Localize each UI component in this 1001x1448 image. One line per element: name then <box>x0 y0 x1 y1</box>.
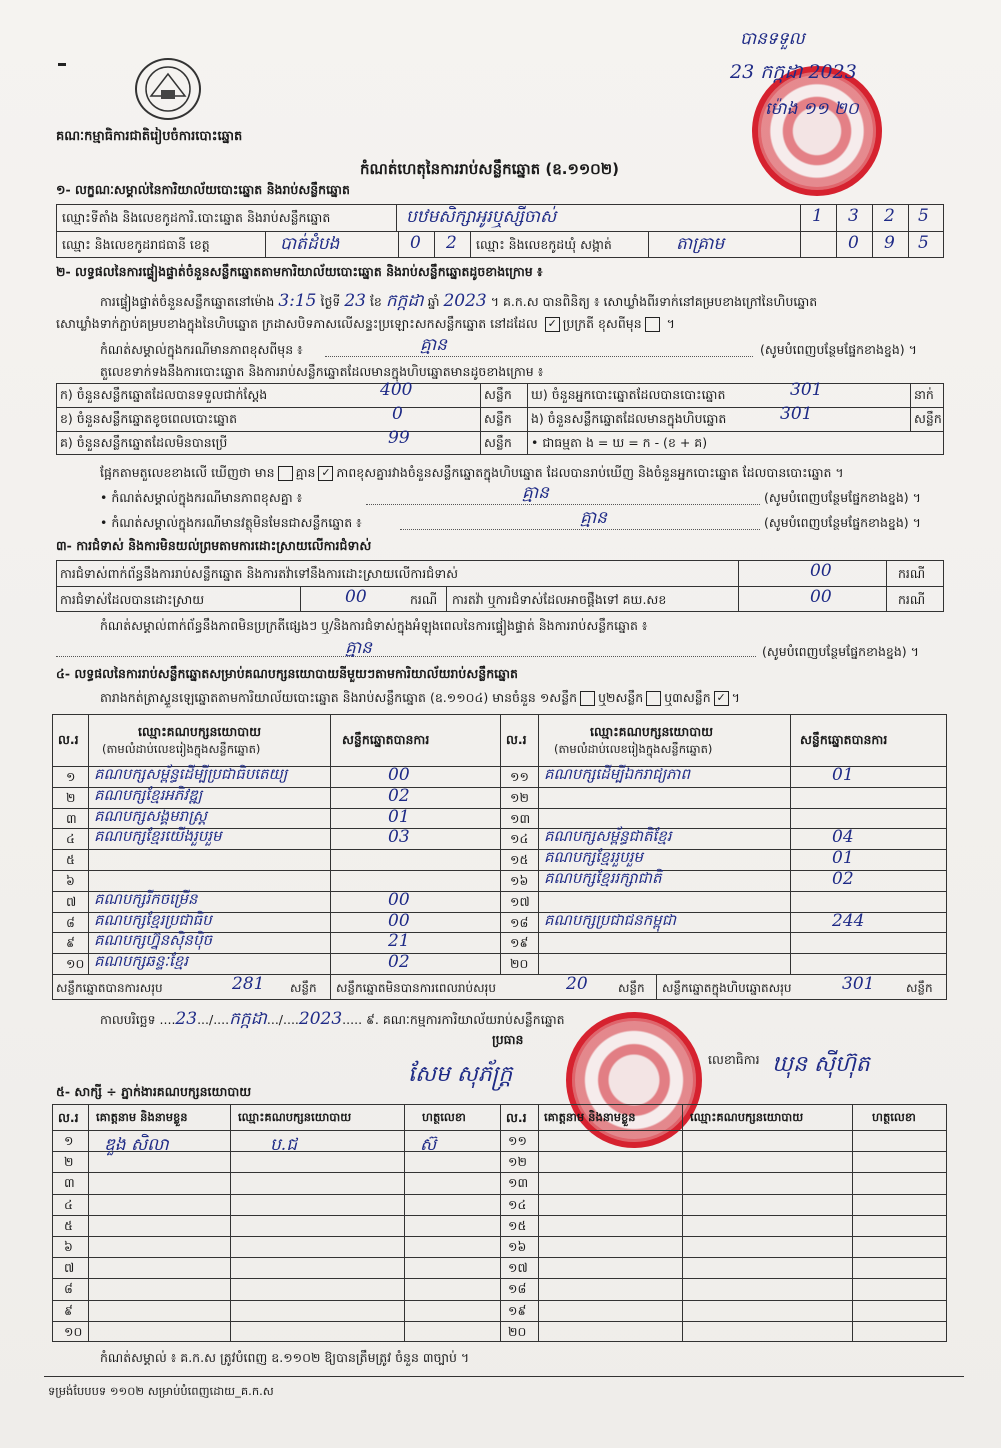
witness-row-divider <box>52 1130 947 1131</box>
witness-row-number-right: ២០ <box>508 1323 527 1339</box>
witness-row-number-right: ១៨ <box>508 1281 527 1297</box>
foreign-object-suffix: (សូមបំពេញបន្ថែមផ្នែកខាងខ្នង) ។ <box>764 515 921 530</box>
results-right-row-number: ១៤ <box>510 831 529 847</box>
witness-row-number-left: ១០ <box>64 1323 83 1339</box>
complaints-label: ការជំទាស់ពាក់ព័ន្ធនឹងការរាប់សន្លឹកឆ្នោត និងការតវ៉ាទៅនឹងការដោះស្រាយលើការជំទាស់ <box>60 566 459 581</box>
voters-value: 301 <box>790 380 823 400</box>
nec-logo <box>135 58 201 120</box>
normal-checkbox[interactable]: ✓ <box>545 317 560 332</box>
witness-row-divider <box>52 1257 947 1258</box>
results-right-row-party: គណបក្សខ្មែររួបរួម <box>544 848 643 867</box>
witness-row-number-left: ៥ <box>64 1217 73 1233</box>
secretary-label: លេខាធិការ <box>708 1052 760 1067</box>
date-year: 2023 <box>298 1009 343 1029</box>
results-left-row-votes: 03 <box>388 827 410 848</box>
unused-ballots-label: គ) ចំនួនសន្លឹកឆ្នោតដែលមិនបានប្រើ <box>60 435 228 450</box>
date-label: កាលបរិច្ឆេទ <box>100 1012 156 1027</box>
results-right-row-number: ១៥ <box>510 852 529 868</box>
witness-col-sign-left: ហត្ថលេខា <box>422 1110 466 1124</box>
witness-row-number-left: ៤ <box>64 1196 73 1212</box>
results-right-row-divider <box>500 953 947 954</box>
unused-ballots-unit: សន្លឹក <box>484 435 512 450</box>
total-invalid-label: សន្លឹកឆ្នោតមិនបានការពេលរាប់សរុប <box>336 981 496 995</box>
commune-code-1: 0 <box>848 233 859 253</box>
discrepancy-note-label: • កំណត់សម្គាល់ក្នុងករណីមានភាពខុសគ្នា ៖ <box>100 490 303 505</box>
commune-value: តាគ្រាម <box>676 234 725 254</box>
three-sheet-label: ឬ៣សន្លឹក <box>664 690 711 705</box>
witness-col-no-left: ល.រ <box>58 1110 79 1125</box>
results-left-row-party: គណបក្សខ្មែរប្រជាធិប <box>94 910 212 929</box>
results-left-row-votes: 01 <box>388 806 410 827</box>
received-ballots-label: ក) ចំនួនសន្លឹកឆ្នោតដែលបានទទួលជាក់ស្តែង <box>60 387 268 402</box>
results-col-votes-left: សន្លឹកឆ្នោតបានការ <box>342 732 430 747</box>
compare-line <box>100 465 844 484</box>
received-note-line2: 23 កក្កដា 2023 <box>730 61 857 83</box>
different-label: ខុសពីមុន <box>597 316 642 331</box>
chair-label: ប្រធាន <box>492 1032 524 1047</box>
total-box-value: 301 <box>842 974 875 994</box>
witness-row-number-left: ៩ <box>64 1302 73 1318</box>
results-col-party-left: ឈ្មោះគណបក្សនយោបាយ <box>138 724 262 739</box>
results-right-row-divider <box>500 808 947 809</box>
location-code-2: 3 <box>848 206 859 226</box>
verification-tail: ។ គ.ក.ស បានពិនិត្យ ៖ សោឃ្លាំងពីរទាក់នៅគម្របខាងក្រៅនៃហិបឆ្នោត <box>490 294 818 309</box>
witness-first-party: ប.ជ <box>270 1135 297 1155</box>
results-left-row-votes: 00 <box>388 910 410 931</box>
received-ballots-value: 400 <box>380 380 413 400</box>
witness-row-divider <box>52 1321 947 1322</box>
date-month: កក្កដា <box>229 1009 267 1029</box>
verification-day-label: ថ្ងៃទី <box>320 294 341 309</box>
results-right-row-votes: 04 <box>832 827 854 848</box>
figures-intro: តួលេខទាក់ទងនឹងការបោះឆ្នោត និងការរាប់សន្លឹកឆ្នោតដែលមានក្នុងហិបឆ្នោតមានដូចខាងក្រោម ៖ <box>100 364 544 379</box>
foreign-object-value: គ្មាន <box>580 508 607 528</box>
total-invalid-unit: សន្លឹក <box>618 981 645 995</box>
section2-heading: ២- លទ្ធផលនៃការផ្ទៀងផ្ទាត់ចំនួនសន្លឹកឆ្នោតតាមការិយាល័យបោះឆ្នោត និងរាប់សន្លឹកឆ្នោតដូចខាងក្រោម ៖ <box>56 264 543 279</box>
irregularity-note-suffix: (សូមបំពេញបន្ថែមផ្នែកខាងខ្នង) ។ <box>762 644 919 659</box>
location-value: បឋមសិក្សាអូរឬស្សីចាស់ <box>406 207 557 227</box>
witness-row-number-right: ១៧ <box>508 1260 528 1276</box>
verification-day: 23 <box>344 291 366 311</box>
spoiled-ballots-label: ខ) ចំនួនសន្លឹកឆ្នោតខូចពេលបោះឆ្នោត <box>60 411 238 426</box>
total-invalid-value: 20 <box>566 974 588 994</box>
formula-text: • ជាធម្មតា ង = ឃ = ក - (ខ + គ) <box>531 435 708 450</box>
witness-row-divider <box>52 1151 947 1152</box>
commune-code-3: 5 <box>918 233 929 253</box>
irregularity-note-value: គ្មាន <box>345 638 372 658</box>
witness-row-number-left: ៧ <box>64 1260 75 1276</box>
witness-row-number-right: ១១ <box>508 1133 527 1148</box>
total-valid-unit: សន្លឹក <box>290 981 317 995</box>
committee-label: ៩. គណៈកម្មការការិយាល័យរាប់សន្លឹកឆ្នោត <box>366 1012 565 1027</box>
province-code-2: 2 <box>446 233 457 253</box>
results-left-row-votes: 00 <box>388 765 410 785</box>
witness-row-number-left: ៨ <box>64 1281 73 1297</box>
results-left-row-party: គណបក្សហ្វ៊ុនស៊ិនប៉ិច <box>94 931 212 950</box>
verification-month: កក្កដា <box>385 291 424 311</box>
location-code-3: 2 <box>884 206 895 226</box>
two-sheet-checkbox[interactable] <box>646 691 661 706</box>
witness-row-number-right: ១៣ <box>508 1175 529 1191</box>
results-left-row-party: គណបក្សឆន្ទៈខ្មែរ <box>94 952 189 971</box>
province-label: ឈ្មោះ និងលេខកូដរាជធានី ខេត្ត <box>62 237 210 252</box>
foreign-object-label: • កំណត់សម្គាល់ក្នុងករណីមានវត្ថុមិនមែនជាសន្លឹកឆ្នោត ៖ <box>100 515 362 530</box>
results-left-row-party: គណបក្សរីកចម្រើន <box>94 889 198 908</box>
total-valid-label: សន្លឹកឆ្នោតបានការសរុប <box>56 981 163 995</box>
results-left-row-party: គណបក្សសម្ព័ន្ធដើម្បីប្រជាធិបតេយ្យ <box>94 765 288 783</box>
results-left-row-number: ៨ <box>66 914 75 930</box>
three-sheet-checkbox[interactable]: ✓ <box>714 691 729 706</box>
results-left-row-number: ១០ <box>66 956 85 972</box>
resolved-unit: ករណី <box>410 592 438 607</box>
results-right-row-number: ១៧ <box>510 893 530 909</box>
results-right-row-number: ១៦ <box>510 873 529 888</box>
section1-heading: ១- លក្ខណៈសម្គាល់នៃការិយាល័យបោះឆ្នោត និងរាប់សន្លឹកឆ្នោត <box>56 182 350 197</box>
org-name: គណៈកម្មាធិការជាតិរៀបចំការបោះឆ្នោត <box>56 129 243 144</box>
box-ballots-unit: សន្លឹក <box>914 411 942 426</box>
different-checkbox[interactable] <box>645 317 660 332</box>
compare-none-label: គ្មាន <box>295 465 316 480</box>
unused-ballots-value: 99 <box>388 428 410 448</box>
compare-tail: ភាពខុសគ្នារវាងចំនួនសន្លឹកឆ្នោតក្នុងហិបឆ្នោត ដែលបានរាប់ឃើញ និងចំនួនអ្នកបោះឆ្នោត ដែលបានបោះឆ្នោត ។ <box>336 465 844 480</box>
results-left-row-number: ៧ <box>66 893 77 909</box>
date-line: កាលបរិច្ឆេទ ....23.../....កក្កដា.../....2023..... ៩. គណៈកម្មការការិយាល័យរាប់សន្លឹកឆ្នោត <box>100 1009 565 1029</box>
results-right-row-party: គណបក្សសម្ព័ន្ធជាតិខ្មែរ <box>544 827 672 846</box>
verification-time-label: ការផ្ទៀងផ្ទាត់ចំនួនសន្លឹកឆ្នោតនៅម៉ោង <box>100 294 275 309</box>
witness-row-divider <box>52 1172 947 1173</box>
witness-row-divider <box>52 1194 947 1195</box>
witness-row-number-left: ១ <box>64 1133 74 1148</box>
results-right-row-votes: 01 <box>832 848 854 869</box>
results-right-row-number: ១២ <box>510 789 529 805</box>
no-difference-checkbox[interactable]: ✓ <box>318 466 333 481</box>
discrepancy-note-suffix: (សូមបំពេញបន្ថែមផ្នែកខាងខ្នង) ។ <box>764 490 921 505</box>
received-note-line3: ម៉ោង ១១ ២០ <box>765 99 859 119</box>
total-valid-value: 281 <box>232 974 265 994</box>
witness-first-name: ឌួង សិលា <box>104 1135 169 1155</box>
results-left-row-number: ៥ <box>66 852 75 868</box>
results-left-row-number: ១ <box>66 769 76 784</box>
chair-signature: សែម សុភ័ក្ត្រ <box>408 1062 513 1087</box>
witness-col-name-left: គោត្តនាម និងនាមខ្លួន <box>96 1110 188 1124</box>
witness-first-sign: ស៊ <box>420 1135 437 1155</box>
witness-row-divider <box>52 1236 947 1237</box>
results-right-row-number: ១៨ <box>510 914 529 930</box>
spoiled-ballots-unit: សន្លឹក <box>484 411 512 426</box>
witness-row-number-left: ៣ <box>64 1175 75 1191</box>
results-col-party-sub-left: (តាមលំដាប់លេខរៀងក្នុងសន្លឹកឆ្នោត) <box>102 742 261 756</box>
results-col-party-right: ឈ្មោះគណបក្សនយោបាយ <box>590 724 714 739</box>
section3-heading: ៣- ការជំទាស់ និងការមិនយល់ព្រមតាមការដោះស្រាយលើការជំទាស់ <box>56 538 372 553</box>
results-right-row-number: ២០ <box>510 956 529 972</box>
received-note-line1: បានទទួល <box>740 29 805 49</box>
tally-sheet-line: តារាងកត់ត្រាស្ទួនឡេឆ្នោតតាមការិយាល័យបោះឆ្នោត និងរាប់សន្លឹកឆ្នោត (ឧ.១១០៤) មានចំនួន ១សន្លឹក ឬ២សន្លឹក ឬ៣សន្លឹក ✓ ។ <box>100 690 740 705</box>
results-left-row-number: ២ <box>66 789 76 805</box>
appeal-label: ការតវ៉ា ឬការជំទាស់ដែលអាចផ្តឹងទៅ គឃ.សខ <box>452 592 667 607</box>
dash-mark <box>58 63 66 66</box>
appeal-value: 00 <box>810 587 832 607</box>
discrepancy-note-value: គ្មាន <box>522 483 549 503</box>
witness-row-divider <box>52 1215 947 1216</box>
results-left-row-votes: 00 <box>388 889 410 910</box>
witness-col-party-left: ឈ្មោះគណបក្សនយោបាយ <box>238 1110 352 1124</box>
witness-row-number-right: ១៦ <box>508 1239 527 1254</box>
results-col-no-left: ល.រ <box>58 732 79 747</box>
results-col-no-right: ល.រ <box>506 732 527 747</box>
document-title: កំណត់ហេតុនៃការរាប់សន្លឹកឆ្នោត (ឧ.១១០២) <box>360 160 620 178</box>
voters-unit: នាក់ <box>914 387 934 402</box>
witness-row-number-left: ៦ <box>64 1239 73 1254</box>
section4-heading: ៤- លទ្ធផលនៃការរាប់សន្លឹកឆ្នោតសម្រាប់គណបក្សនយោបាយនីមួយៗតាមការិយាល័យរាប់សន្លឹកឆ្នោត <box>56 666 518 681</box>
results-right-row-party: គណបក្សប្រជាជនកម្ពុជា <box>544 910 676 929</box>
verification-time: 3:15 <box>278 291 317 311</box>
results-left-row-votes: 21 <box>388 931 410 952</box>
one-sheet-checkbox[interactable] <box>580 691 595 706</box>
has-difference-checkbox[interactable] <box>278 466 293 481</box>
witness-col-name-right: គោត្តនាម និងនាមខ្លួន <box>544 1110 636 1124</box>
results-right-row-number: ១៩ <box>510 935 529 951</box>
results-right-row-number: ១១ <box>510 769 529 784</box>
complaints-value: 00 <box>810 561 832 581</box>
location-label: ឈ្មោះទីតាំង និងលេខកូដការិ.បោះឆ្នោត និងរាប់សន្លឹកឆ្នោត <box>62 210 331 225</box>
results-left-row-party: គណបក្សសង្គមរាស្ត្រ <box>94 806 207 825</box>
results-right-row-votes: 01 <box>832 765 854 785</box>
difference-note-suffix: (សូមបំពេញបន្ថែមផ្នែកខាងខ្នង) ។ <box>760 342 917 357</box>
irregularity-note-label: កំណត់សម្គាល់ពាក់ព័ន្ធនឹងភាពមិនប្រក្រតីផ្សេងៗ ឬ/និងការជំទាស់ក្នុងអំឡុងពេលនៃការផ្ទៀងផ្ទាត់ និងការរាប់សន្លឹកឆ្នោត ៖ <box>100 618 648 633</box>
commune-label: ឈ្មោះ និងលេខកូដឃុំ សង្កាត់ <box>476 237 612 252</box>
results-left-row-number: ៤ <box>66 831 75 847</box>
witness-row-number-right: ១៤ <box>508 1196 527 1212</box>
received-ballots-unit: សន្លឹក <box>484 387 512 402</box>
normal-label: ប្រក្រតី <box>562 316 594 331</box>
results-right-row-number: ១៣ <box>510 810 531 826</box>
results-left-row-number: ៣ <box>66 810 77 826</box>
difference-note-value: គ្មាន <box>420 335 447 355</box>
results-right-row-votes: 02 <box>832 869 854 889</box>
difference-note-label: កំណត់សម្គាល់ក្នុងករណីមានភាពខុសពីមុន ៖ <box>100 342 303 357</box>
seal-text: សោឃ្លាំងទាក់ភ្ជាប់គម្របខាងក្នុងនៃហិបឆ្នោត ក្រដាសបិទភាសលើសន្ទះប្រឡោះសកសន្លឹកឆ្នោត នៅដដែល <box>56 316 538 331</box>
witness-row-divider <box>52 1278 947 1279</box>
verification-year-label: ឆ្នាំ <box>427 294 440 309</box>
witness-col-no-right: ល.រ <box>506 1110 527 1125</box>
date-day: 23 <box>175 1009 198 1029</box>
verification-year: 2023 <box>443 291 487 311</box>
commune-code-2: 9 <box>884 233 895 253</box>
resolved-value: 00 <box>345 587 367 607</box>
seal-line: សោឃ្លាំងទាក់ភ្ជាប់គម្របខាងក្នុងនៃហិបឆ្នោត ក្រដាសបិទភាសលើសន្ទះប្រឡោះសកសន្លឹកឆ្នោត នៅដដែល ✓ ប្រក្រតី ខុសពីមុន ។ <box>56 316 675 331</box>
results-left-row-number: ៦ <box>66 873 75 888</box>
compare-text: ផ្អែកតាមតួលេខខាងលើ ឃើញថា មាន <box>100 465 275 480</box>
footer-form-note: ទម្រង់បែបបទ ១១០២ សម្រាប់បំពេញដោយ_គ.ក.ស <box>48 1384 274 1398</box>
province-code-1: 0 <box>410 233 421 253</box>
spoiled-ballots-value: 0 <box>392 404 403 424</box>
results-right-row-party: គណបក្សខ្មែររក្សាជាតិ <box>544 869 662 887</box>
witness-col-sign-right: ហត្ថលេខា <box>872 1110 916 1124</box>
witness-row-divider <box>52 1300 947 1301</box>
secretary-signature: ឃុន ស៊ីហ៊ុត <box>772 1052 870 1077</box>
appeal-unit: ករណី <box>898 592 926 607</box>
location-code-1: 1 <box>812 206 823 226</box>
verification-month-label: ខែ <box>369 294 382 309</box>
witness-row-number-left: ២ <box>64 1154 74 1170</box>
results-col-party-sub-right: (តាមលំដាប់លេខរៀងក្នុងសន្លឹកឆ្នោត) <box>554 742 713 756</box>
complaints-unit: ករណី <box>898 566 926 581</box>
footer-note: កំណត់សម្គាល់ ៖ គ.ក.ស ត្រូវបំពេញ ឧ.១១០២ ឱ្យបានត្រឹមត្រូវ ចំនួន ៣ច្បាប់ ។ <box>100 1350 470 1365</box>
section5-heading: ៥- សាក្សី ÷ ភ្នាក់ងារគណបក្សនយោបាយ <box>56 1084 252 1099</box>
witness-row-number-right: ១៥ <box>508 1217 527 1233</box>
witness-col-party-right: ឈ្មោះគណបក្សនយោបាយ <box>690 1110 804 1124</box>
witness-row-number-right: ១៩ <box>508 1302 527 1318</box>
results-left-row-votes: 02 <box>388 952 410 973</box>
witness-row-number-right: ១២ <box>508 1154 527 1170</box>
box-ballots-value: 301 <box>780 404 813 424</box>
results-left-row-party: គណបក្សខ្មែរអភិវឌ្ឍ <box>94 785 203 804</box>
voters-label: ឃ) ចំនួនអ្នកបោះឆ្នោតដែលបានបោះឆ្នោត <box>531 387 726 402</box>
results-left-row-divider <box>52 870 500 871</box>
verification-line <box>100 290 817 315</box>
province-value: បាត់ដំបង <box>280 234 340 254</box>
results-right-row-party: គណបក្សដើម្បីឯករាជ្យភាព <box>544 765 690 783</box>
results-col-votes-right: សន្លឹកឆ្នោតបានការ <box>800 732 888 747</box>
resolved-label: ការជំទាស់ដែលបានដោះស្រាយ <box>60 592 205 607</box>
results-left-row-party: គណបក្សខ្មែរយើងរួបរួម <box>94 827 222 846</box>
two-sheet-label: ឬ២សន្លឹក <box>598 690 644 705</box>
location-code-4: 5 <box>918 206 929 226</box>
results-right-row-votes: 244 <box>832 910 865 931</box>
total-box-unit: សន្លឹក <box>906 981 933 995</box>
total-box-label: សន្លឹកឆ្នោតក្នុងហិបឆ្នោតសរុប <box>662 981 792 995</box>
box-ballots-label: ង) ចំនួនសន្លឹកឆ្នោតដែលមានក្នុងហិបឆ្នោត <box>531 411 727 426</box>
tally-sheet-text: តារាងកត់ត្រាស្ទួនឡេឆ្នោតតាមការិយាល័យបោះឆ្នោត និងរាប់សន្លឹកឆ្នោត (ឧ.១១០៤) មានចំនួន ១សន្លឹក <box>100 690 578 705</box>
results-left-row-number: ៩ <box>66 935 75 951</box>
results-left-row-votes: 02 <box>388 785 410 806</box>
